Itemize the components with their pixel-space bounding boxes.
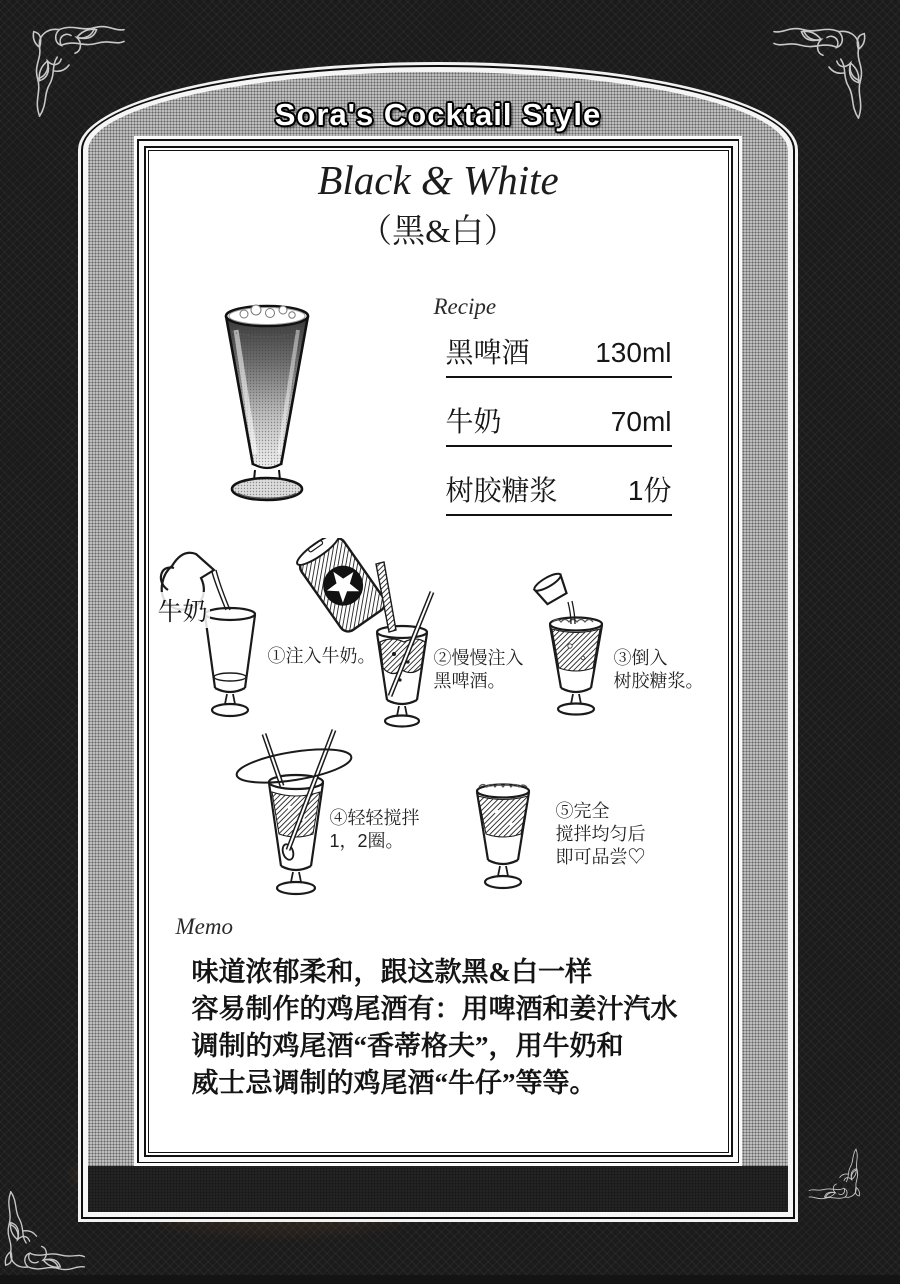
ingredient-name: 牛奶 xyxy=(445,405,502,437)
plaque-border-outer xyxy=(78,62,798,1222)
recipe-row xyxy=(446,400,672,447)
step-5-caption: ⑤完全 搅拌均匀后 即可品尝♡ xyxy=(555,800,646,867)
ingredient-amount: 1份 xyxy=(627,474,672,506)
recipe-row xyxy=(446,331,672,378)
cocktail-title-chinese: （黑&白） xyxy=(359,213,517,250)
step-1-caption: ①注入牛奶。 xyxy=(267,645,376,666)
beer-can-and-glass-illustration xyxy=(292,538,444,730)
syrup-cup-and-glass-illustration xyxy=(530,570,622,724)
memo-paragraph: 味道浓郁柔和，跟这款黑&白一样 容易制作的鸡尾酒有：用啤酒和姜汁汽水 调制的鸡尾酒“香蒂格夫”，用牛奶和 威士忌调制的鸡尾酒“牛仔”等等。 xyxy=(191,956,678,1098)
corner-flourish-icon xyxy=(0,1190,86,1284)
memo-heading: Memo xyxy=(175,913,233,939)
step-2-caption: ②慢慢注入 黑啤酒。 xyxy=(433,647,524,691)
cocktail-title-english: Black & White xyxy=(317,156,559,203)
recipe-row xyxy=(446,469,672,516)
recipe-card xyxy=(144,146,733,1157)
corner-flourish-icon xyxy=(808,1148,868,1208)
recipe-heading: Recipe xyxy=(433,293,497,319)
ingredient-amount: 70ml xyxy=(610,405,672,437)
ingredient-amount: 130ml xyxy=(595,336,672,368)
pilsner-glass-illustration xyxy=(210,286,324,516)
ingredient-name: 黑啤酒 xyxy=(445,336,530,368)
recipe-plaque xyxy=(78,62,798,1222)
plaque-border-black xyxy=(81,65,795,1219)
plaque-border-white xyxy=(83,67,793,1217)
plaque-halftone-band xyxy=(88,72,788,1212)
step-4-caption: ④轻轻搅拌 1，2圈。 xyxy=(329,807,420,851)
step-3-caption: ③倒入 树胶糖浆。 xyxy=(613,647,704,691)
milk-pitcher-label: 牛奶 xyxy=(156,592,210,628)
milk-pitcher-and-glass-illustration xyxy=(154,544,266,730)
ingredient-name: 树胶糖浆 xyxy=(445,474,558,506)
finished-cocktail-illustration xyxy=(460,780,546,914)
plaque-title: Sora's Cocktail Style xyxy=(274,97,602,132)
recipe-table xyxy=(446,331,672,538)
